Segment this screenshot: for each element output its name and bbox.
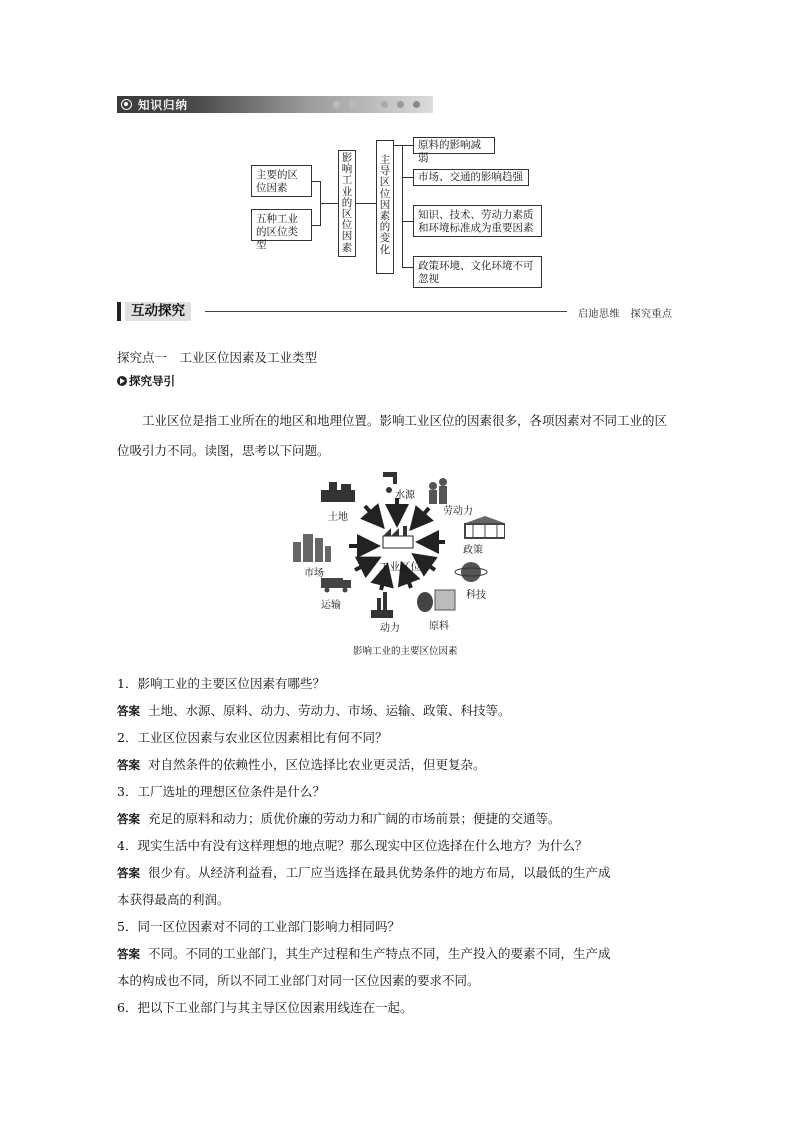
figure-label-transport: 运输 [321,600,341,611]
guide-heading [117,373,175,389]
knowledge-title: 知识归纳 [138,98,188,112]
answer-5-continued: 本的构成也不同，所以不同工业部门对同一区位因素的要求不同。 [117,973,480,988]
section-marker [117,302,121,321]
market-buildings-icon [293,534,331,562]
mindmap-right-1: 原料的影响减弱 [413,137,495,154]
question-1: 1．影响工业的主要区位因素有哪些？ [117,676,325,691]
figure-center-label: 工业区位 [379,561,421,573]
decor-dot-icon [397,101,404,108]
answer-label: 答案 [117,866,140,880]
question-2: 2．工业区位因素与农业区位因素相比有何不同？ [117,730,388,745]
answer-4: 答案 很少有。从经济利益看，工厂应当选择在最具优势条件的地方布局，以最低的生产成 [117,865,611,880]
question-5: 5．同一区位因素对不同的工业部门影响力相同吗？ [117,919,400,934]
factor-figure [285,462,505,637]
land-icon [321,482,355,502]
figure-label-land: 土地 [328,512,348,523]
answer-label: 答案 [117,812,140,826]
technology-globe-icon [455,562,487,582]
intro-paragraph: 工业区位是指工业所在的地区和地理位置。影响工业区位的因素很多，各项因素对不同工业的区位吸引力不同。读图，思考以下问题。 [117,413,668,458]
decor-dot-icon [365,101,372,108]
factory-icon [383,526,413,548]
section-subtitle: 启迪思维 探究重点 [578,309,673,320]
figure-label-policy: 政策 [463,545,483,556]
mindmap-left-bottom: 五种工业的区位类型 [251,209,312,241]
mindmap-right-3: 知识、技术、劳动力素质和环境标准成为重要因素 [413,205,542,237]
answer-1: 答案 土地、水源、原料、动力、劳动力、市场、运输、政策、科技等。 [117,703,511,718]
figure-label-materials: 原料 [429,621,449,632]
power-plant-icon [371,592,393,618]
policy-building-icon [463,516,505,538]
arrows-icon [349,498,445,590]
knowledge-header-bar [117,96,433,113]
figure-caption: 影响工业的主要区位因素 [353,646,458,657]
section-divider [205,311,567,312]
figure-label-water: 水源 [395,490,415,501]
decor-dot-icon [349,101,356,108]
decor-dot-icon [333,101,340,108]
truck-icon [321,578,351,593]
decor-dot-icon [413,101,420,108]
figure-label-labour: 劳动力 [443,506,473,517]
mindmap-center: 影响工业的区位因素 [338,150,356,257]
decor-dot-icon [381,101,388,108]
play-icon [117,376,127,386]
answer-4-continued: 本获得最高的利润。 [117,892,230,907]
figure-label-market: 市场 [304,568,324,579]
question-6: 6．把以下工业部门与其主导区位因素用线连在一起。 [117,1000,413,1015]
answer-5: 答案 不同。不同的工业部门，其生产过程和生产特点不同，生产投入的要素不同，生产成 [117,946,611,961]
mindmap-right-4: 政策环境、文化环境不可忽视 [413,256,542,288]
section-title: 互动探究 [125,302,191,321]
figure-label-tech: 科技 [466,590,486,601]
answer-2: 答案 对自然条件的依赖性小，区位选择比农业更灵活，但更复杂。 [117,757,486,772]
mindmap-right-2: 市场、交通的影响趋强 [413,169,529,186]
answer-label: 答案 [117,758,140,772]
answer-label: 答案 [117,704,140,718]
answer-3: 答案 充足的原料和动力；质优价廉的劳动力和广阔的市场前景；便捷的交通等。 [117,811,561,826]
guide-label: 探究导引 [129,374,175,388]
figure-label-power: 动力 [380,623,400,634]
mindmap-left-top: 主要的区位因素 [251,165,312,197]
point-title: 探究点一 工业区位因素及工业类型 [117,350,318,365]
labour-icon [429,478,447,504]
answer-label: 答案 [117,947,140,961]
mindmap-sub: 主导区位因素的变化 [376,140,394,274]
question-4: 4．现实生活中有没有这样理想的地点呢？那么现实中区位选择在什么地方？为什么？ [117,838,588,853]
target-icon [121,99,132,110]
question-3: 3．工厂选址的理想区位条件是什么？ [117,784,325,799]
raw-materials-icon [417,590,455,612]
